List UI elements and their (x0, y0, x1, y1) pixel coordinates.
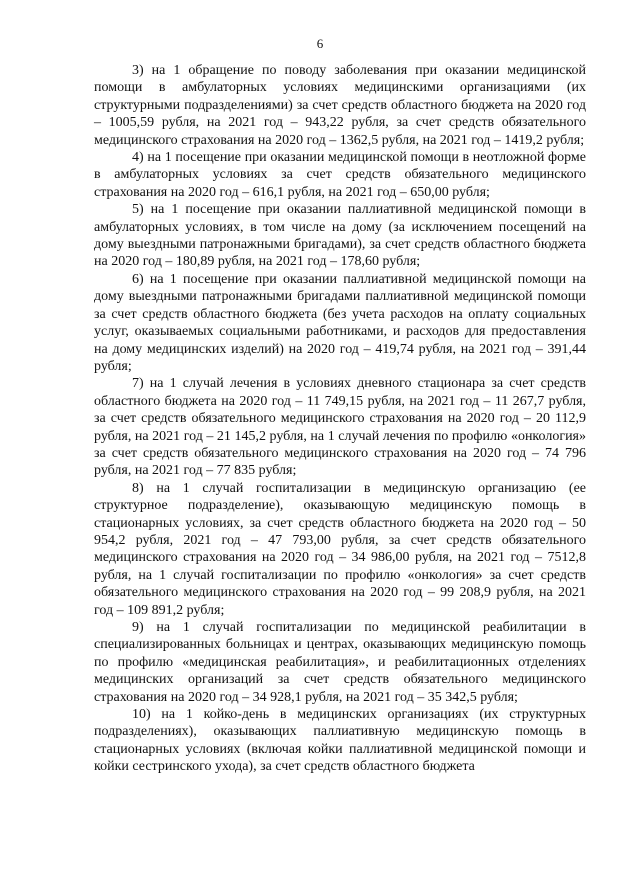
paragraph-item-6: 6) на 1 посещение при оказании паллиативной медицинской помощи на дому выездными патронажными бригадами паллиативной медицинской помощи за счет средств областного бюджета (без учета расходов на оплату социальных услуг, оказываемых социальными работниками, и расходов для предоставления на дому медицинских изделий) на 2020 год – 419,74 рубля, на 2021 год – 391,44 рубля; (94, 271, 586, 374)
page-number: 6 (316, 36, 324, 51)
paragraph-item-4: 4) на 1 посещение при оказании медицинской помощи в неотложной форме в амбулаторных условиях за счет средств обязательного медицинского страхования на 2020 год – 616,1 рубля, на 2021 год – 650,00 рубля; (94, 150, 586, 200)
paragraph-item-7: 7) на 1 случай лечения в условиях дневного стационара за счет средств областного бюджета на 2020 год – 11 749,15 рубля, на 2021 год – 11 267,7 рубля, за счет средств обязательного медицинского страхования на 2020 год – 20 112,9 рубля, на 2021 год – 21 145,2 рубля, на 1 случай лечения по профилю «онкология» за счет средств обязательного медицинского страхования на 2020 год – 74 796 рубля, на 2021 год – 77 835 рубля; (94, 376, 586, 479)
paragraph-item-10: 10) на 1 койко-день в медицинских организациях (их структурных подразделениях), оказывающих паллиативную медицинскую помощь в стационарных условиях (включая койки паллиативной медицинской помощи и койки сестринского ухода), за счет средств областного бюджета (94, 707, 586, 775)
document-body (94, 62, 586, 776)
paragraph-item-8: 8) на 1 случай госпитализации в медицинскую организацию (ее структурное подразделение), оказывающую медицинскую помощь в стационарных условиях, за счет средств областного бюджета на 2020 год – 50 954,2 рубля, 2021 год – 47 793,00 рубля, за счет средств обязательного медицинского страхования на 2020 год – 34 986,00 рубля, на 2021 год – 7512,8 рубля, на 1 случай госпитализации по профилю «онкология» за счет средств обязательного медицинского страхования на 2020 год – 99 208,9 рубля, на 2021 год – 109 891,2 рубля; (94, 480, 586, 618)
paragraph-item-9: 9) на 1 случай госпитализации по медицинской реабилитации в специализированных больницах и центрах, оказывающих медицинскую помощь по профилю «медицинская реабилитация», и реабилитационных отделениях медицинских организаций за счет средств обязательного медицинского страхования на 2020 год – 34 928,1 рубля, на 2021 год – 35 342,5 рубля; (94, 620, 586, 705)
paragraph-item-5: 5) на 1 посещение при оказании паллиативной медицинской помощи в амбулаторных условиях, в том числе на дому (за исключением посещений на дому выездными патронажными бригадами), за счет средств областного бюджета на 2020 год – 180,89 рубля, на 2021 год – 178,60 рубля; (94, 202, 586, 270)
paragraph-item-3: 3) на 1 обращение по поводу заболевания при оказании медицинской помощи в амбулаторных условиях медицинскими организациями (их структурными подразделениями) за счет средств областного бюджета на 2020 год – 1005,59 рубля, на 2021 год – 943,22 рубля, за счет средств обязательного медицинского страхования на 2020 год – 1362,5 рубля, на 2021 год – 1419,2 рубля; (94, 63, 586, 148)
